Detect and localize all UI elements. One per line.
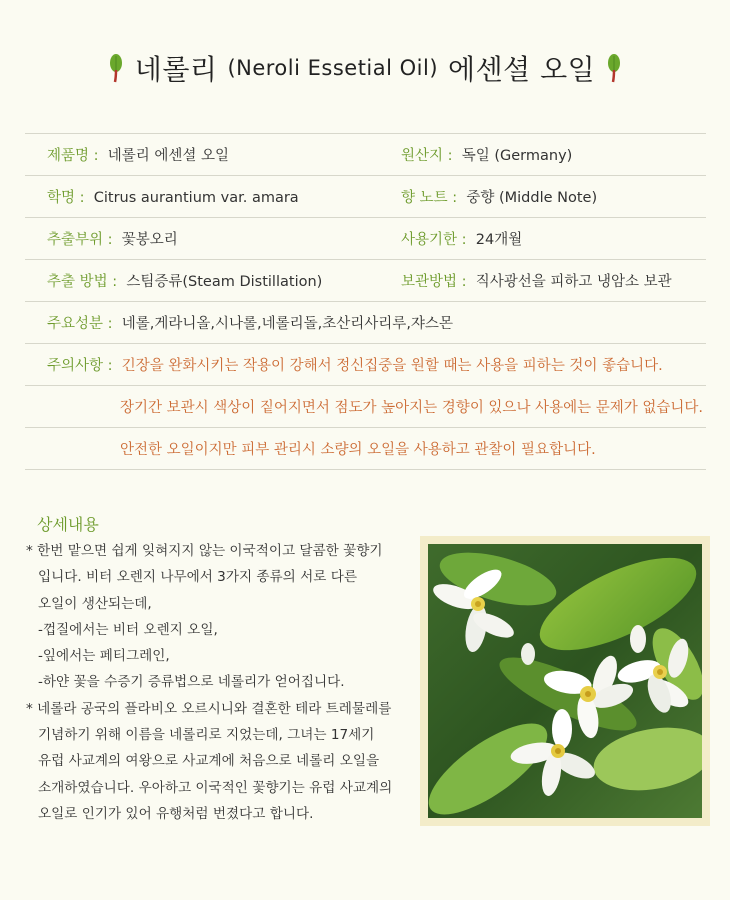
sprout-icon — [605, 53, 623, 83]
spec-value: 직사광선을 피하고 냉암소 보관 — [475, 274, 672, 290]
spec-label: 추출 방법 : — [47, 274, 118, 290]
spec-label: 보관방법 : — [401, 274, 467, 290]
spec-value: 중향 (Middle Note) — [466, 190, 598, 206]
caution-label: 주의사항 : — [47, 358, 113, 374]
product-spec-table — [25, 133, 706, 470]
detail-line: 기념하기 위해 이름을 네롤리로 지었는데, 그녀는 17세기 — [38, 727, 375, 744]
spec-value: 네롤리 에센셜 오일 — [107, 148, 230, 164]
spec-label: 사용기한 : — [401, 232, 467, 248]
spec-value: 스팀증류(Steam Distillation) — [126, 274, 323, 290]
spec-label: 원산지 : — [401, 148, 453, 164]
ingredients-label: 주요성분 : — [47, 316, 113, 332]
detail-heading: 상세내용 — [37, 515, 99, 534]
spec-label: 향 노트 : — [401, 190, 458, 206]
spec-label: 학명 : — [47, 190, 85, 206]
caution-row — [25, 344, 706, 386]
detail-line: 오일로 인기가 있어 유행처럼 번졌다고 합니다. — [38, 805, 314, 822]
flower-image — [428, 544, 702, 818]
spec-label: 제품명 : — [47, 148, 99, 164]
spec-row — [25, 176, 706, 218]
detail-line: -껍질에서는 비터 오렌지 오일, — [38, 621, 218, 638]
spec-value: Citrus aurantium var. amara — [93, 190, 299, 206]
caution-text: 장기간 보관시 색상이 짙어지면서 점도가 높아지는 경향이 있으나 사용에는 문제가 없습니다. — [120, 400, 703, 416]
caution-row — [25, 386, 706, 428]
page-title — [0, 48, 730, 88]
caution-row — [25, 428, 706, 470]
spec-row — [25, 260, 706, 302]
ingredients-row — [25, 302, 706, 344]
spec-value: 24개월 — [475, 232, 523, 248]
detail-line: -하얀 꽃을 수증기 증류법으로 네롤리가 얻어집니다. — [38, 674, 345, 691]
spec-row — [25, 218, 706, 260]
spec-row — [25, 134, 706, 176]
detail-line: 유럽 사교계의 여왕으로 사교계에 처음으로 네롤리 오일을 — [38, 753, 380, 770]
caution-text: 안전한 오일이지만 피부 관리시 소량의 오일을 사용하고 관찰이 필요합니다. — [120, 442, 596, 458]
detail-line: * 네롤라 공국의 플라비오 오르시니와 결혼한 테라 트레물레를 — [26, 700, 392, 717]
caution-text: 긴장을 완화시키는 작용이 강해서 정신집중을 원할 때는 사용을 피하는 것이 좋습니다. — [121, 358, 663, 374]
spec-value: 독일 (Germany) — [461, 148, 573, 164]
neroli-flower-photo — [420, 536, 710, 826]
detail-description — [26, 538, 418, 827]
title-korean-name: 네롤리 — [134, 53, 218, 86]
title-english-name: (Neroli Essetial Oil) — [227, 56, 439, 80]
spec-value: 꽃봉오리 — [121, 232, 178, 248]
detail-line: -잎에서는 페티그레인, — [38, 648, 170, 665]
detail-line: 입니다. 비터 오렌지 나무에서 3가지 종류의 서로 다른 — [38, 569, 357, 586]
detail-line: * 한번 맡으면 쉽게 잊혀지지 않는 이국적이고 달콤한 꽃향기 — [26, 543, 383, 559]
spec-label: 추출부위 : — [47, 232, 113, 248]
detail-line: 오일이 생산되는데, — [38, 595, 152, 612]
sprout-icon — [107, 53, 125, 83]
detail-line: 소개하였습니다. 우아하고 이국적인 꽃향기는 유럽 사교계의 — [38, 779, 393, 796]
title-suffix: 에센셜 오일 — [448, 53, 596, 86]
ingredients-value: 네롤,게라니올,시나롤,네롤리돌,초산리사리루,쟈스몬 — [121, 316, 453, 332]
